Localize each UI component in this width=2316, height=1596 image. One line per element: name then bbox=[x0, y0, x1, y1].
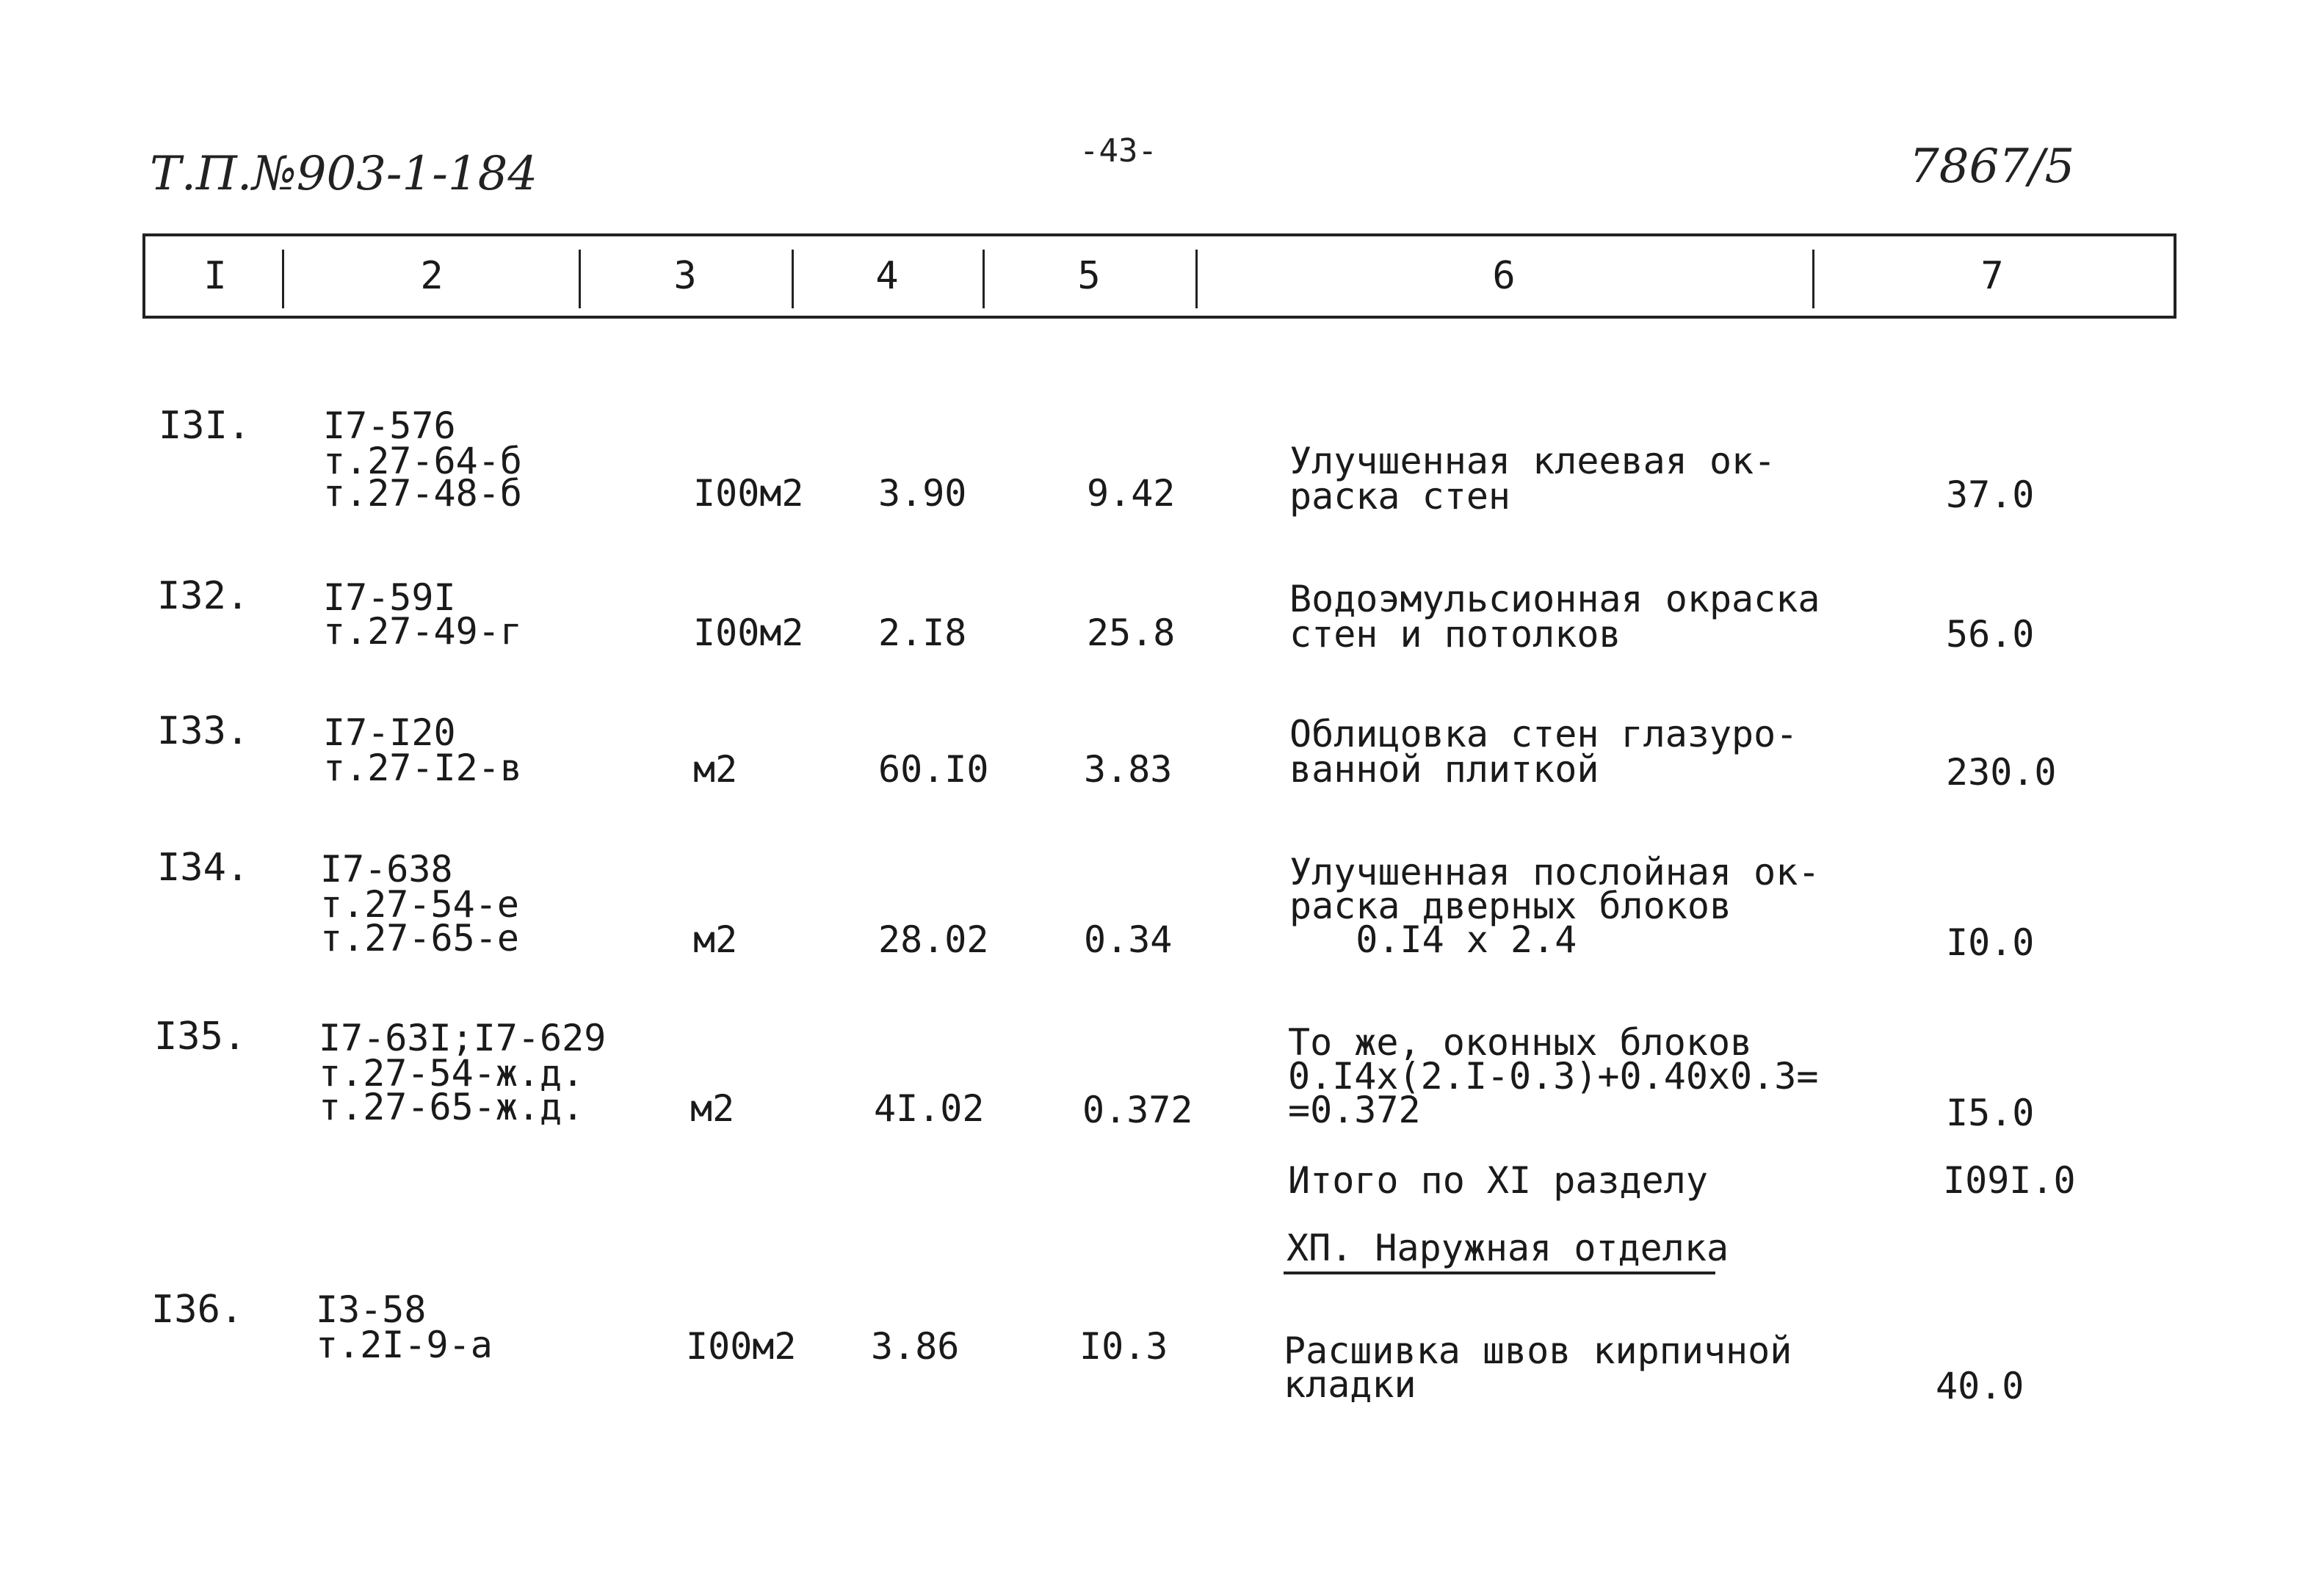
description-line: Водоэмульсионная окраска bbox=[1289, 578, 1820, 620]
description-line: =0.372 bbox=[1288, 1089, 1421, 1131]
code-line: I7-576 bbox=[323, 405, 456, 447]
column-header-2: 2 bbox=[420, 254, 444, 298]
row-number: I32. bbox=[157, 574, 250, 618]
column-header-4: 4 bbox=[875, 254, 899, 298]
quantity: 3.86 bbox=[871, 1325, 960, 1368]
code-line: т.27-49-г bbox=[323, 610, 522, 653]
description-line: кладки bbox=[1284, 1363, 1416, 1406]
column-header-3: 3 bbox=[673, 254, 697, 298]
code-line: I7-63I;I7-629 bbox=[319, 1017, 607, 1059]
factor: 0.372 bbox=[1082, 1089, 1193, 1131]
description-line: раска стен bbox=[1289, 475, 1511, 518]
section-title: XП. Наружная отделка bbox=[1287, 1227, 1729, 1269]
subtotal-value: I09I.0 bbox=[1943, 1159, 2076, 1202]
total: 37.0 bbox=[1946, 474, 2035, 516]
factor: 3.83 bbox=[1084, 748, 1173, 791]
code-line: т.27-64-б bbox=[323, 440, 522, 482]
column-header-row bbox=[142, 233, 2176, 319]
code-line: I3-58 bbox=[316, 1288, 427, 1331]
factor: 9.42 bbox=[1087, 472, 1176, 515]
row-number: I35. bbox=[154, 1015, 247, 1059]
code-line: т.27-54-е bbox=[320, 883, 519, 926]
unit: м2 bbox=[690, 1087, 735, 1130]
page-number: -43- bbox=[1079, 132, 1157, 170]
row-number: I36. bbox=[151, 1288, 244, 1332]
factor: 0.34 bbox=[1084, 918, 1173, 961]
code-line: т.2I-9-а bbox=[316, 1324, 493, 1366]
quantity: 2.I8 bbox=[878, 612, 967, 654]
code-line: т.27-I2-в bbox=[323, 747, 522, 789]
quantity: 4I.02 bbox=[874, 1087, 985, 1130]
quantity: 3.90 bbox=[878, 472, 967, 515]
column-header-5: 5 bbox=[1077, 254, 1101, 298]
description-line: Облицовка стен глазуро- bbox=[1289, 713, 1798, 755]
subtotal-label: Итого по XI разделу bbox=[1288, 1159, 1708, 1202]
section-title-underline bbox=[1284, 1272, 1715, 1274]
sheet-code: 7867/5 bbox=[1909, 139, 2075, 194]
description-line: ванной плиткой bbox=[1289, 748, 1599, 791]
code-line: т.27-54-ж.д. bbox=[319, 1052, 585, 1095]
description-line: Улучшенная послойная ок- bbox=[1289, 851, 1820, 893]
unit: I00м2 bbox=[693, 612, 804, 654]
total: 40.0 bbox=[1936, 1365, 2024, 1407]
quantity: 28.02 bbox=[878, 918, 989, 961]
row-number: I33. bbox=[157, 709, 250, 753]
description-line: Улучшенная клеевая ок- bbox=[1289, 440, 1776, 482]
code-line: т.27-65-ж.д. bbox=[319, 1086, 585, 1128]
total: 56.0 bbox=[1946, 613, 2035, 656]
total: I5.0 bbox=[1946, 1092, 2035, 1134]
code-line: т.27-48-б bbox=[323, 472, 522, 515]
quantity: 60.I0 bbox=[878, 748, 989, 791]
total: 230.0 bbox=[1946, 751, 2057, 794]
description-line: Расшивка швов кирпичной bbox=[1284, 1330, 1792, 1372]
code-line: I7-59I bbox=[323, 576, 456, 619]
description-line: То же, оконных блоков bbox=[1288, 1021, 1753, 1064]
factor: 25.8 bbox=[1087, 612, 1176, 654]
total: I0.0 bbox=[1946, 921, 2035, 964]
unit: м2 bbox=[693, 748, 738, 791]
column-divider bbox=[282, 250, 284, 308]
row-number: I34. bbox=[157, 846, 250, 890]
description-line: стен и потолков bbox=[1289, 613, 1621, 656]
description-line: 0.I4x(2.I-0.3)+0.40x0.3= bbox=[1288, 1055, 1819, 1098]
unit: I00м2 bbox=[693, 472, 804, 515]
row-number: I3I. bbox=[159, 404, 251, 448]
code-line: I7-I20 bbox=[323, 711, 456, 754]
code-line: т.27-65-е bbox=[320, 917, 519, 960]
unit: I00м2 bbox=[686, 1325, 797, 1368]
column-header-1: I bbox=[203, 254, 227, 298]
unit: м2 bbox=[693, 918, 738, 961]
column-header-7: 7 bbox=[1980, 254, 2004, 298]
factor: I0.3 bbox=[1079, 1325, 1168, 1368]
description-line: 0.I4 x 2.4 bbox=[1289, 918, 1577, 961]
description-line: раска дверных блоков bbox=[1289, 885, 1732, 927]
document-reference: Т.П.№903-1-184 bbox=[150, 147, 538, 201]
column-header-6: 6 bbox=[1492, 254, 1516, 298]
code-line: I7-638 bbox=[320, 848, 453, 891]
